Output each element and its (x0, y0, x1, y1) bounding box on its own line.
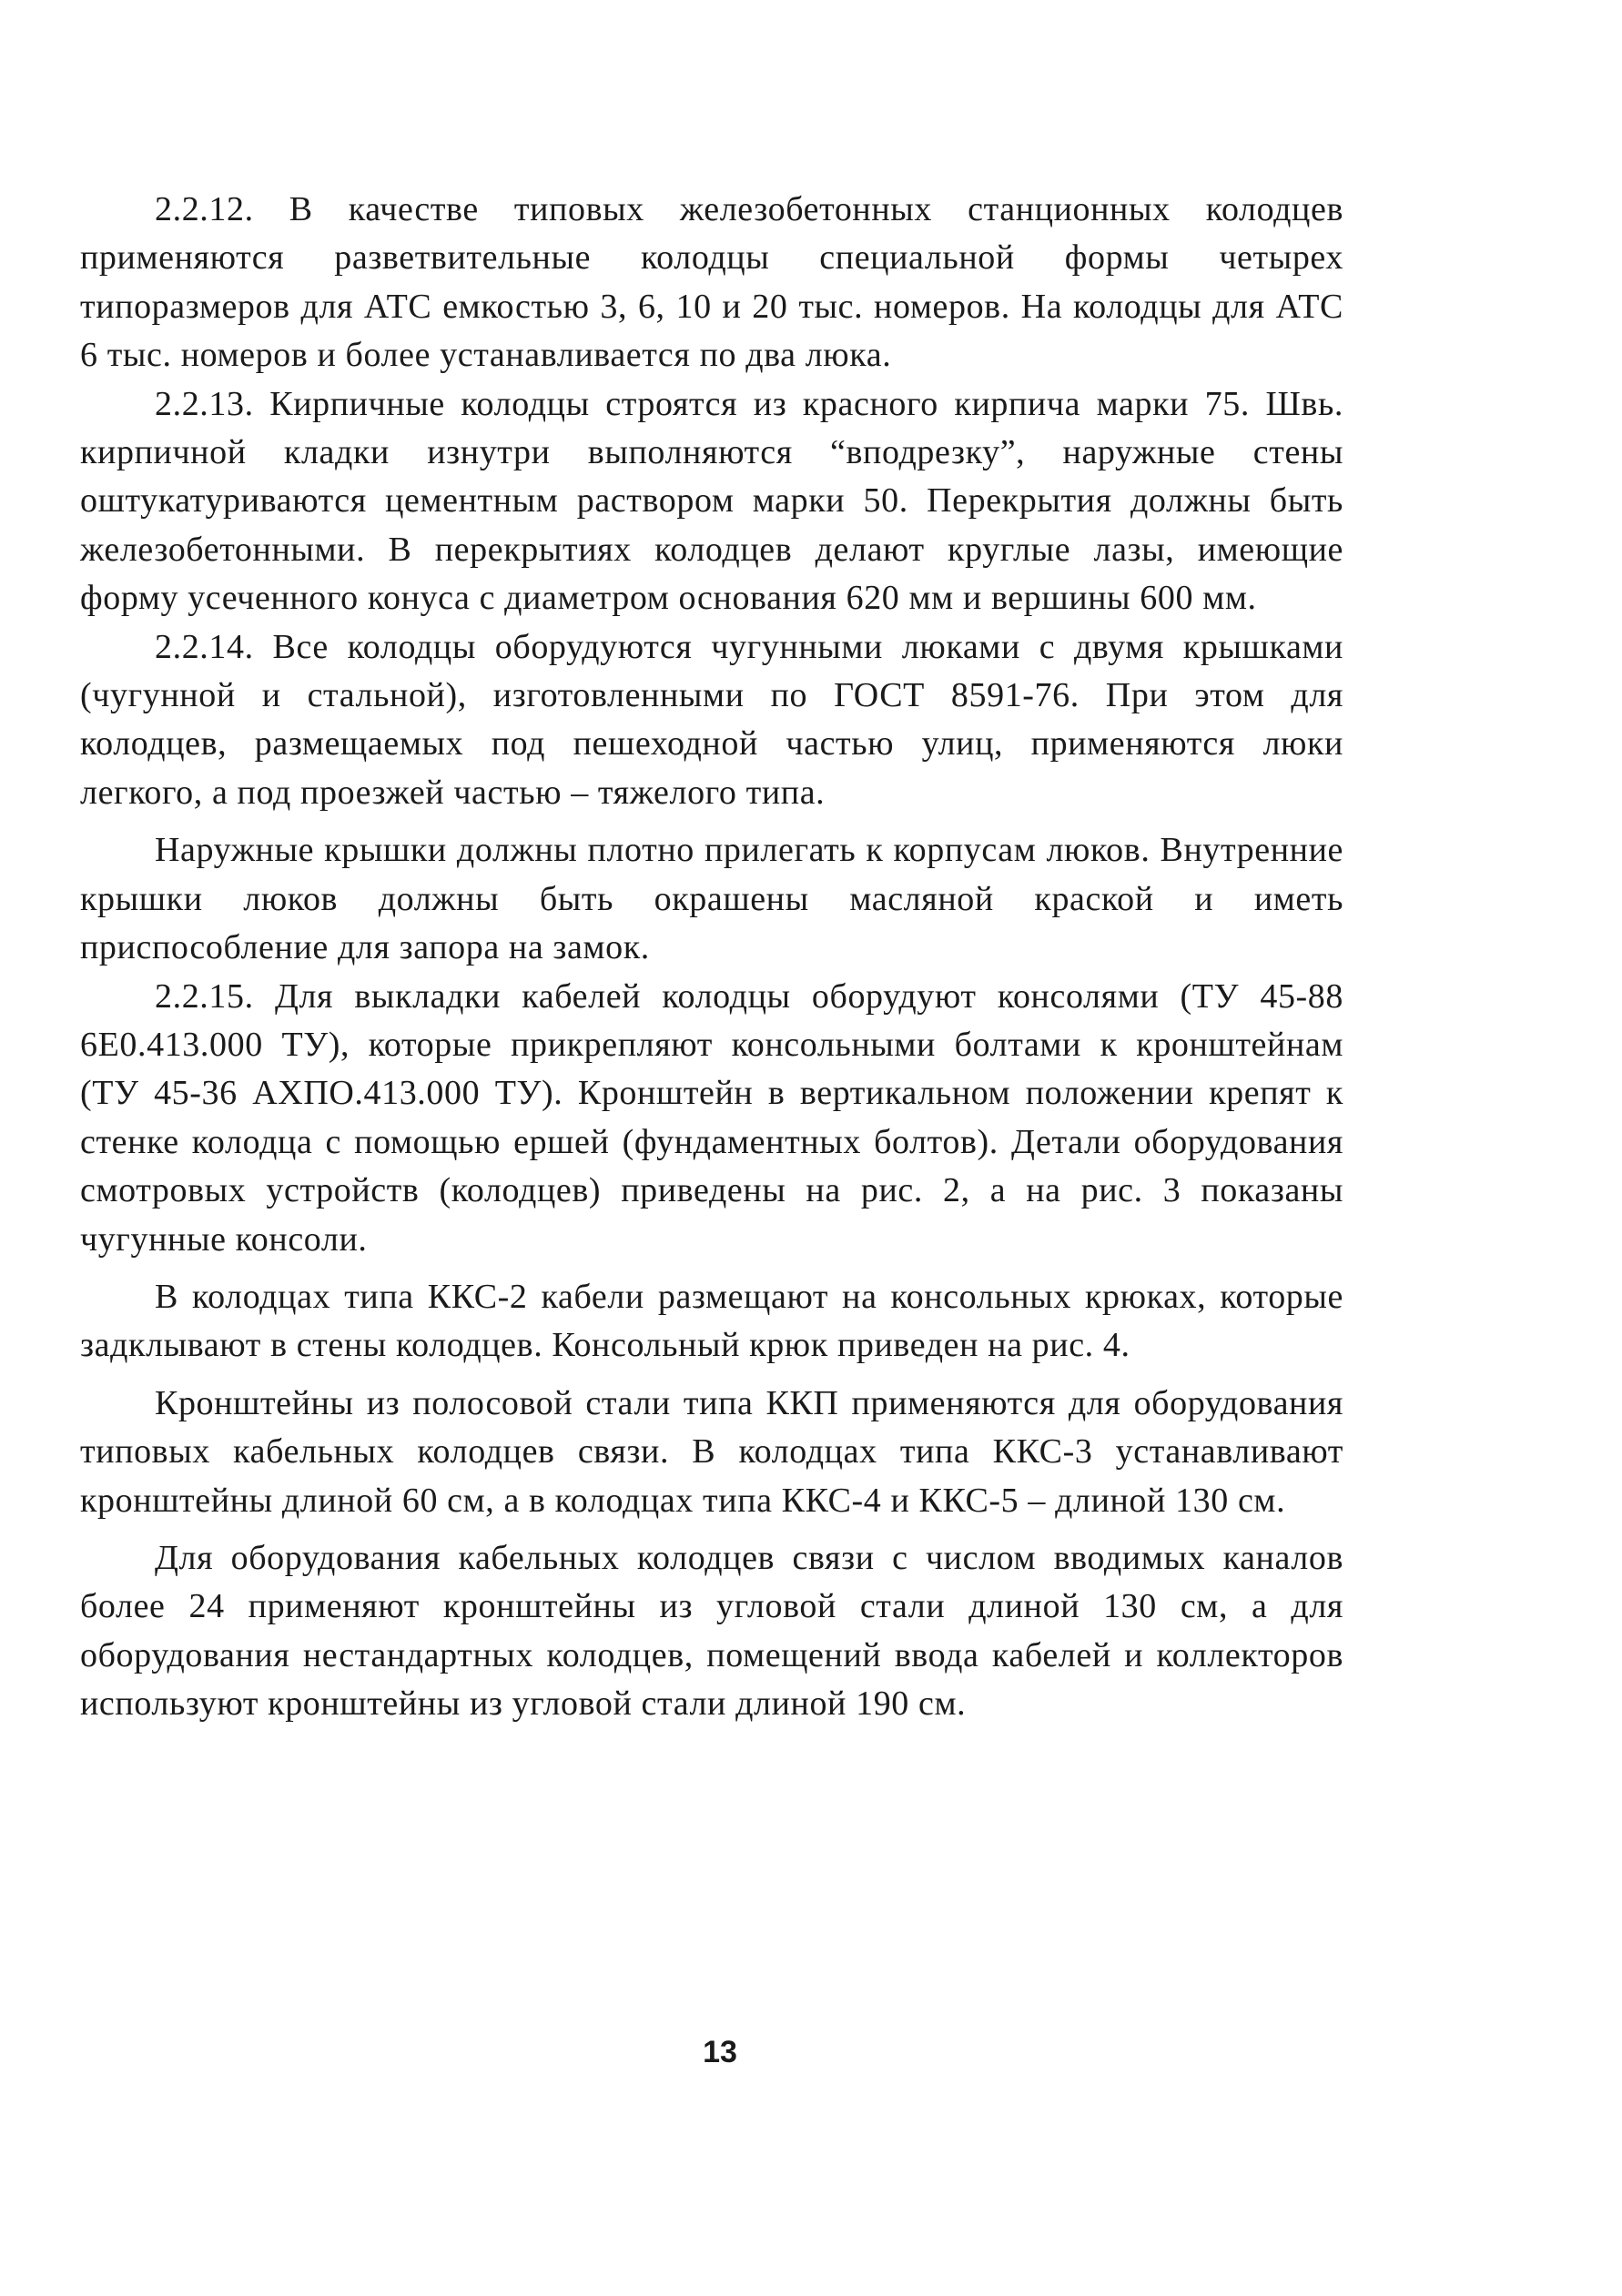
paragraph-kks2-hooks: В колодцах типа ККС-2 кабели размещают на консольных крюках, которые задклывают в стены колодцев. Консольный крюк приведен на рис. 4. (80, 1277, 1343, 1365)
paragraph-2-2-13: 2.2.13. Кирпичные колодцы строятся из красного кирпича марки 75. Швь. кирпичной кладки изнутри выполняются “вподрезку”, наружные стены оштукатуриваются цементным раствором марки 50. Перекрытия должны быть железобетонными. В перекрытиях колодцев делают круглые лазы, имеющие форму усеченного конуса с диаметром основания 620 мм и вершины 600 мм. (80, 384, 1343, 618)
paragraph-2-2-14: 2.2.14. Все колодцы оборудуются чугунными люками с двумя крышками (чугунной и стальной), изготовленными по ГОСТ 8591-76. При этом для колодцев, размещаемых под пешеходной частью улиц, применяются люки легкого, а под проезжей частью – тяжелого типа. (80, 627, 1343, 812)
paragraph-angle-brackets: Для оборудования кабельных колодцев связи с числом вводимых каналов более 24 применяют кронштейны из угловой стали длиной 130 см, а для оборудования нестандартных колодцев, помещений ввода кабелей и коллекторов используют кронштейны из угловой стали длиной 190 см. (80, 1538, 1343, 1724)
paragraph-2-2-12: 2.2.12. В качестве типовых железобетонных станционных колодцев применяются разветвительные колодцы специальной формы четырех типоразмеров для АТС емкостью 3, 6, 10 и 20 тыс. номеров. На колодцы для АТС 6 тыс. номеров и более устанавливается по два люка. (80, 190, 1343, 375)
paragraph-kkp-brackets: Кронштейны из полосовой стали типа ККП применяются для оборудования типовых кабельных колодцев связи. В колодцах типа ККС-3 устанавливают кронштейны длиной 60 см, а в колодцах типа ККС-4 и ККС-5 – длиной 130 см. (80, 1383, 1343, 1520)
page-number: 13 (703, 2035, 737, 2069)
paragraph-2-2-15: 2.2.15. Для выкладки кабелей колодцы оборудуют консолями (ТУ 45-88 6Е0.413.000 ТУ), которые прикрепляют консольными болтами к кронштейнам (ТУ 45-36 АХПО.413.000 ТУ). Кронштейн в вертикальном положении крепят к стенке колодца с помощью ершей (фундаментных болтов). Детали оборудования смотровых устройств (колодцев) приведены на рис. 2, а на рис. 3 показаны чугунные консоли. (80, 976, 1343, 1259)
body-text (80, 186, 1343, 1729)
paragraph-hatch-covers: Наружные крышки должны плотно прилегать к корпусам люков. Внутренние крышки люков должны быть окрашены масляной краской и иметь приспособление для запора на замок. (80, 831, 1343, 967)
